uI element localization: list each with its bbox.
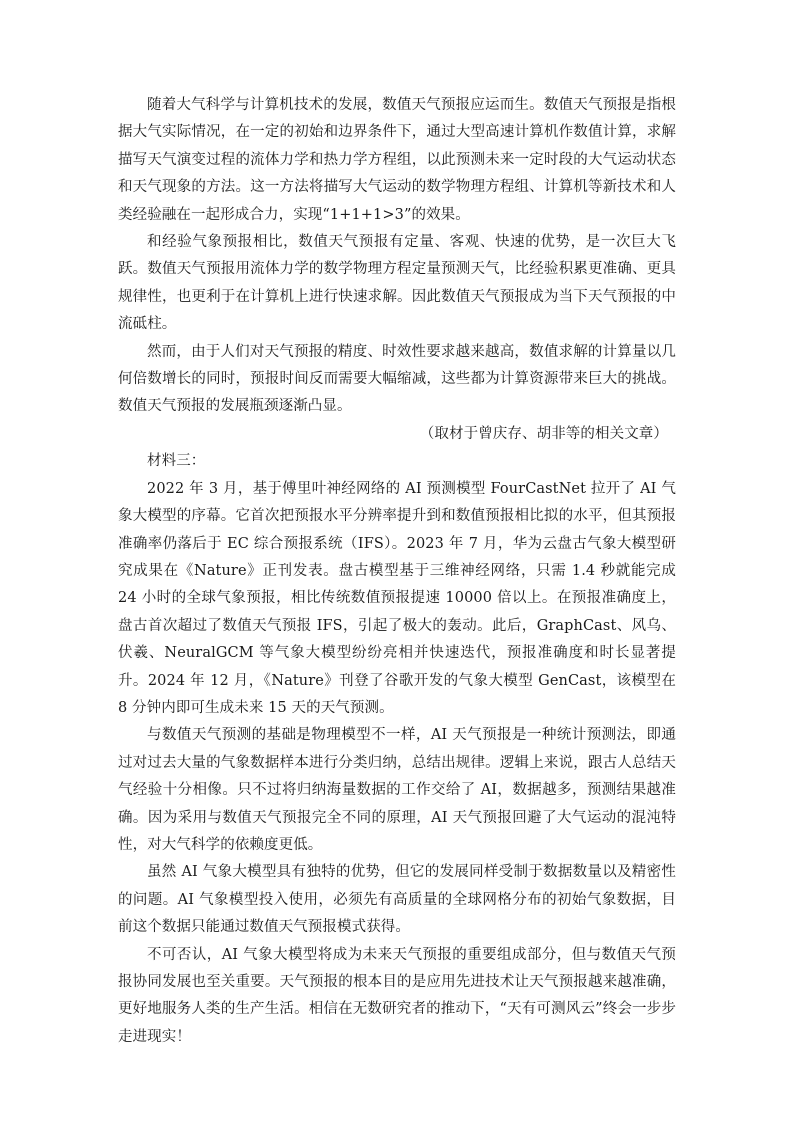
paragraph-ai-statistical-method: 与数值天气预测的基础是物理模型不一样，AI 天气预报是一种统计预测法，即通过对过去大量的气象数据样本进行分类归纳，总结出规律。逻辑上来说，跟古人总结天气经验十分相像。只不过将归纳海量数据的工作交给了 AI，数据越多，预测结果越准确。因为采用与数值天气预报完全不同的原理，AI 天气预报回避了大气运动的混沌特性，对大气科学的依赖度更低。 xyxy=(118,727,676,853)
material-three-heading: 材料三： xyxy=(147,453,206,470)
source-citation: （取材于曾庆存、胡非等的相关文章） xyxy=(419,425,668,442)
paragraph-numerical-forecast-advantages: 和经验气象预报相比，数值天气预报有定量、客观、快速的优势，是一次巨大飞跃。数值天气预报用流体力学的数学物理方程定量预测天气，比经验积累更准确、更具规律性，也更利于在计算机上进行快速求解。因此数值天气预报成为当下天气预报的中流砥柱。 xyxy=(118,234,676,333)
paragraph-ai-model-history: 2022 年 3 月，基于傅里叶神经网络的 AI 预测模型 FourCastNet 拉开了 AI 气象大模型的序幕。它首次把预报水平分辨率提升到和数值预报相比拟的水平，但其预报准确率仍落后于 EC 综合预报系统（IFS）。2023 年 7 月，华为云盘古气象大模型研究成果在《Nature》正刊发表。盘古模型基于三维神经网络，只需 1.4 秒就能完成 24 小时的全球气象预报，相比传统数值预报提速 10000 倍以上。在预报准确度上，盘古首次超过了数值天气预报 IFS，引起了极大的轰动。此后，GraphCast、风乌、伏羲、NeuralGCM 等气象大模型纷纷亮相并快速迭代，预报准确度和时长显著提升。2024 年 12 月，《Nature》刊登了谷歌开发的气象大模型 GenCast，该模型在 8 分钟内即可生成未来 15 天的天气预测。 xyxy=(118,480,676,716)
paragraph-ai-limitations: 虽然 AI 气象大模型具有独特的优势，但它的发展同样受制于数据数量以及精密性的问题。AI 气象模型投入使用，必须先有高质量的全球网格分布的初始气象数据，目前这个数据只能通过数值天气预报模式获得。 xyxy=(118,864,676,936)
document-page xyxy=(118,92,676,1051)
paragraph-numerical-forecast-origin: 随着大气科学与计算机技术的发展，数值天气预报应运而生。数值天气预报是指根据大气实际情况，在一定的初始和边界条件下，通过大型高速计算机作数值计算，求解描写天气演变过程的流体力学和热力学方程组，以此预测未来一定时段的大气运动状态和天气现象的方法。这一方法将描写大气运动的数学物理方程组、计算机等新技术和人类经验融在一起形成合力，实现“1+1+1>3”的效果。 xyxy=(118,97,676,223)
paragraph-numerical-forecast-bottleneck: 然而，由于人们对天气预报的精度、时效性要求越来越高，数值求解的计算量以几何倍数增长的同时，预报时间反而需要大幅缩减，这些都为计算资源带来巨大的挑战。数值天气预报的发展瓶颈逐渐凸显。 xyxy=(118,343,676,415)
paragraph-conclusion: 不可否认，AI 气象大模型将成为未来天气预报的重要组成部分，但与数值天气预报协同发展也至关重要。天气预报的根本目的是应用先进技术让天气预报越来越准确，更好地服务人类的生产生活。相信在无数研究者的推动下，“天有可测风云”终会一步步走进现实！ xyxy=(118,946,676,1045)
